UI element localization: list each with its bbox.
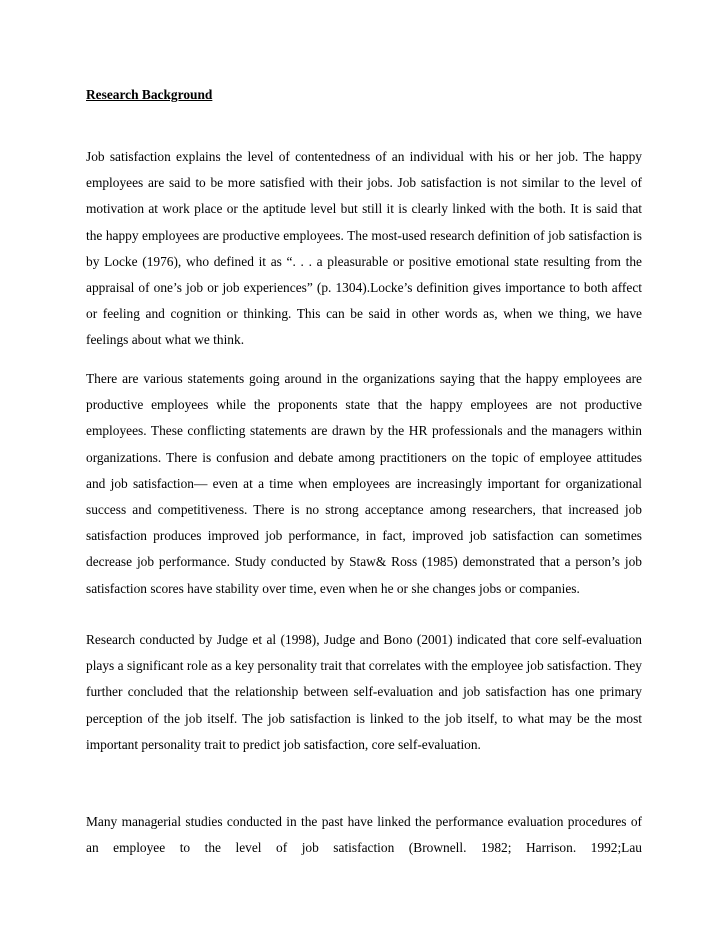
paragraph-2: There are various statements going around in the organizations saying that the happy employees are productive employees while the proponents state that the happy employees are not productive employees. These conflicting statements are drawn by the HR professionals and the managers within organizations. There is confusion and debate among practitioners on the topic of employee attitudes and job satisfaction— even at a time when employees are increasingly important for organizational success and competitiveness. There is no strong acceptance among researchers, that increased job satisfaction produces improved job performance, in fact, improved job satisfaction can sometimes decrease job performance. Study conducted by Staw& Ross (1985) demonstrated that a person’s job satisfaction scores have stability over time, even when he or she changes jobs or companies. [86,371,642,596]
paragraph-4: Many managerial studies conducted in the past have linked the performance evaluation procedures of an employee to the level of job satisfaction (Brownell. 1982; Harrison. 1992;Lau [86,814,642,856]
paragraph-1: Job satisfaction explains the level of contentedness of an individual with his or her job. The happy employees are said to be more satisfied with their jobs. Job satisfaction is not similar to the level of motivation at work place or the aptitude level but still it is clearly linked with the both. It is said that the happy employees are productive employees. The most-used research definition of job satisfaction is by Locke (1976), who defined it as “. . . a pleasurable or positive emotional state resulting from the appraisal of one’s job or job experiences” (p. 1304).Locke’s definition gives importance to both affect or feeling and cognition or thinking. This can be said in other words as, when we thing, we have feelings about what we think. [86,149,642,348]
section-heading: Research Background [86,87,213,102]
paragraph-3: Research conducted by Judge et al (1998), Judge and Bono (2001) indicated that core self-evaluation plays a significant role as a key personality trait that correlates with the employee job satisfaction. They further concluded that the relationship between self-evaluation and job satisfaction has one primary perception of the job itself. The job satisfaction is linked to the job itself, to what may be the most important personality trait to predict job satisfaction, core self-evaluation. [86,632,642,752]
